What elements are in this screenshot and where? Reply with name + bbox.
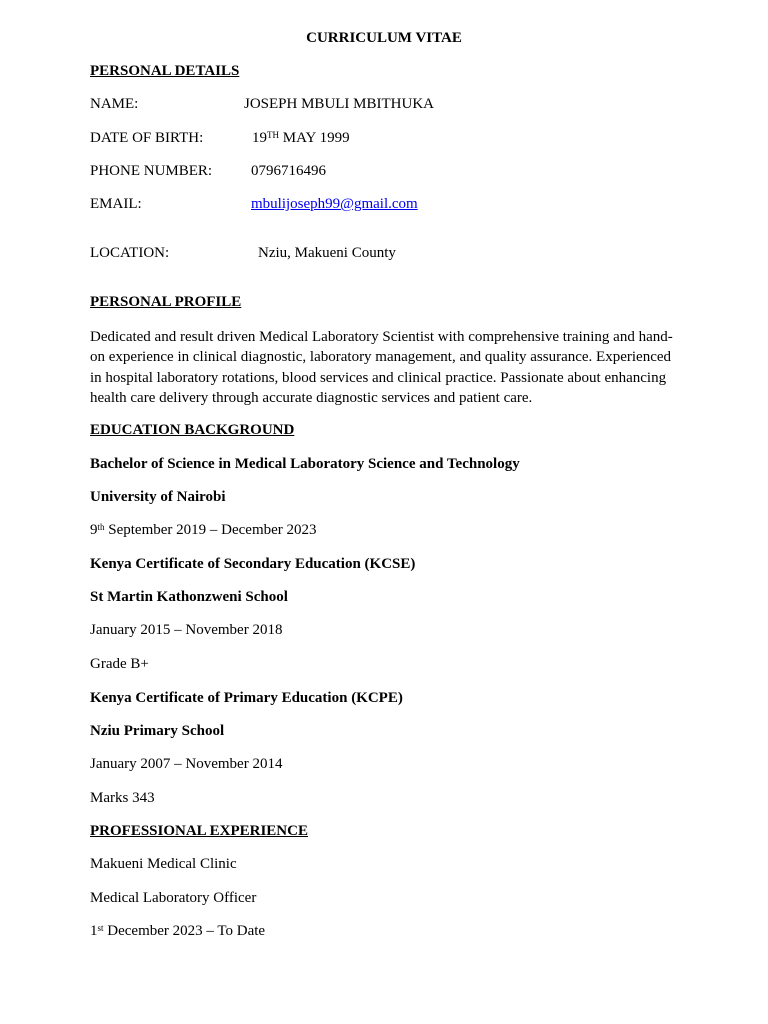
education-dates: January 2007 – November 2014	[90, 756, 283, 772]
personal-profile-heading: PERSONAL PROFILE	[90, 294, 242, 310]
experience-role: Medical Laboratory Officer	[90, 890, 257, 906]
dob-superscript: TH	[267, 130, 279, 140]
name-label: NAME:	[90, 96, 139, 112]
education-dates	[90, 521, 317, 539]
education-institution: St Martin Kathonzweni School	[90, 589, 288, 605]
phone-label: PHONE NUMBER:	[90, 163, 213, 179]
education-date-rest: September 2019 – December 2023	[104, 522, 317, 538]
experience-dates	[90, 922, 265, 940]
dob-day: 19	[252, 130, 267, 146]
name-value: JOSEPH MBULI MBITHUKA	[244, 96, 435, 112]
personal-profile-text: Dedicated and result driven Medical Laboratory Scientist with comprehensive training and hand-on experience in clinical diagnostic, laboratory management, and quality assurance. Experienced in hospital laboratory rotations, blood services and clinical practice. Passionate about enhancing health care delivery through accurate diagnostic services and patient care.	[90, 329, 673, 406]
education-qualification: Bachelor of Science in Medical Laboratory Science and Technology	[90, 456, 520, 472]
location-value: Nziu, Makueni County	[258, 245, 396, 261]
email-label: EMAIL:	[90, 196, 142, 212]
education-institution: University of Nairobi	[90, 489, 226, 505]
experience-date-rest: December 2023 – To Date	[103, 923, 266, 939]
location-label: LOCATION:	[90, 245, 170, 261]
dob-rest: MAY 1999	[279, 130, 350, 146]
experience-date-superscript: st	[97, 923, 104, 933]
email-link[interactable]: mbulijoseph99@gmail.com	[251, 196, 418, 212]
education-date-day: 9	[90, 522, 98, 538]
experience-employer: Makueni Medical Clinic	[90, 856, 237, 872]
education-result: Marks 343	[90, 790, 155, 806]
education-institution: Nziu Primary School	[90, 723, 225, 739]
education-result: Grade B+	[90, 656, 149, 672]
dob-value	[252, 129, 350, 147]
education-qualification: Kenya Certificate of Secondary Education (KCSE)	[90, 556, 416, 572]
education-qualification: Kenya Certificate of Primary Education (KCPE)	[90, 690, 403, 706]
experience-date-day: 1	[90, 923, 98, 939]
education-dates: January 2015 – November 2018	[90, 622, 283, 638]
document-title: CURRICULUM VITAE	[306, 30, 462, 46]
personal-details-heading: PERSONAL DETAILS	[90, 63, 240, 79]
dob-label: DATE OF BIRTH:	[90, 130, 204, 146]
education-date-superscript: th	[97, 522, 105, 532]
phone-value: 0796716496	[251, 163, 326, 179]
education-heading: EDUCATION BACKGROUND	[90, 422, 295, 438]
experience-heading: PROFESSIONAL EXPERIENCE	[90, 823, 308, 839]
